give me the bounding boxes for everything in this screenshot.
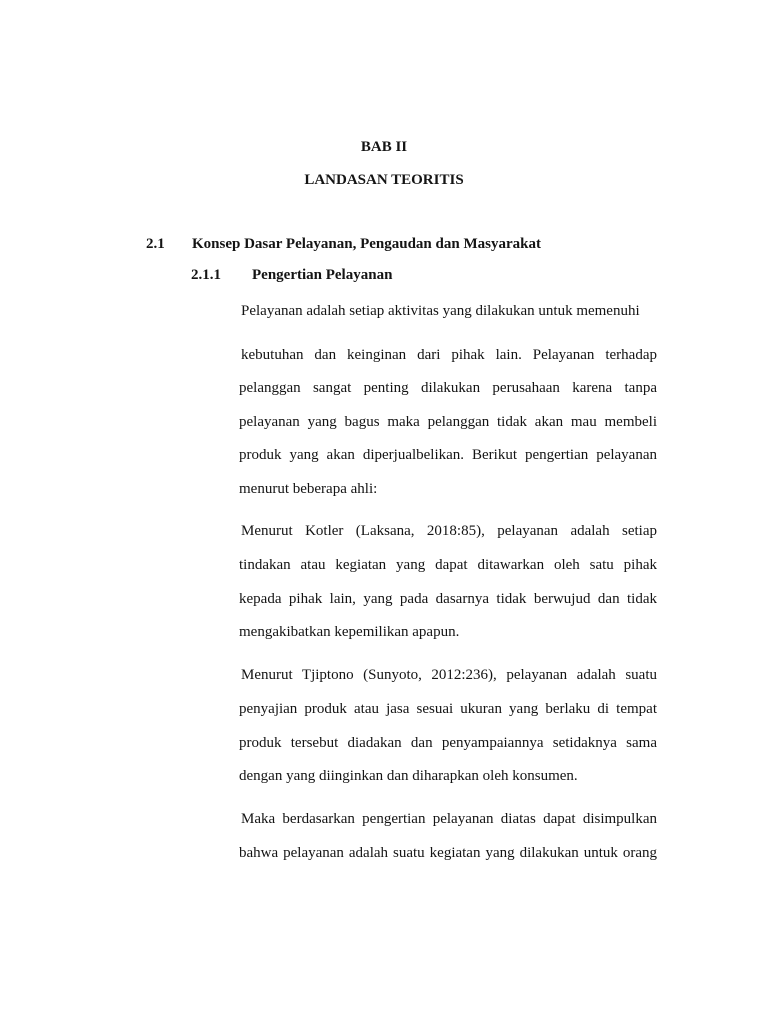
paragraph-1-line-1: Pelayanan adalah setiap aktivitas yang dilakukan untuk memenuhi (241, 303, 640, 319)
paragraph-4-line-2: penyajian produk atau jasa sesuai ukuran yang berlaku di tempat (239, 701, 657, 717)
paragraph-3-line-2: tindakan atau kegiatan yang dapat ditawarkan oleh satu pihak (239, 557, 657, 573)
paragraph-2-line-2: pelanggan sangat penting dilakukan perusahaan karena tanpa (239, 380, 657, 396)
chapter-label: BAB II (360, 139, 408, 155)
paragraph-2-line-1: kebutuhan dan keinginan dari pihak lain. Pelayanan terhadap (241, 347, 657, 363)
chapter-title: LANDASAN TEORITIS (304, 172, 464, 188)
subsection-title: Pengertian Pelayanan (252, 267, 393, 283)
paragraph-4-line-4: dengan yang diinginkan dan diharapkan oleh konsumen. (239, 768, 578, 784)
paragraph-3-line-4: mengakibatkan kepemilikan apapun. (239, 624, 460, 640)
paragraph-4-line-1: Menurut Tjiptono (Sunyoto, 2012:236), pelayanan adalah suatu (241, 667, 657, 683)
paragraph-5-line-1: Maka berdasarkan pengertian pelayanan diatas dapat disimpulkan (241, 811, 657, 827)
subsection-heading (191, 266, 392, 284)
paragraph-2-line-4: produk yang akan diperjualbelikan. Berikut pengertian pelayanan (239, 447, 657, 463)
paragraph-2-line-5: menurut beberapa ahli: (239, 481, 378, 497)
paragraph-4-line-3: produk tersebut diadakan dan penyampaiannya setidaknya sama (239, 735, 657, 751)
paragraph-5-line-2: bahwa pelayanan adalah suatu kegiatan yang dilakukan untuk orang (239, 845, 657, 861)
paragraph-2-line-3: pelayanan yang bagus maka pelanggan tidak akan mau membeli (239, 414, 657, 430)
subsection-number: 2.1.1 (191, 267, 221, 283)
paragraph-3-line-3: kepada pihak lain, yang pada dasarnya tidak berwujud dan tidak (239, 591, 657, 607)
section-title: Konsep Dasar Pelayanan, Pengaudan dan Masyarakat (192, 236, 541, 252)
section-number: 2.1 (146, 236, 165, 252)
paragraph-3-line-1: Menurut Kotler (Laksana, 2018:85), pelayanan adalah setiap (241, 523, 657, 539)
